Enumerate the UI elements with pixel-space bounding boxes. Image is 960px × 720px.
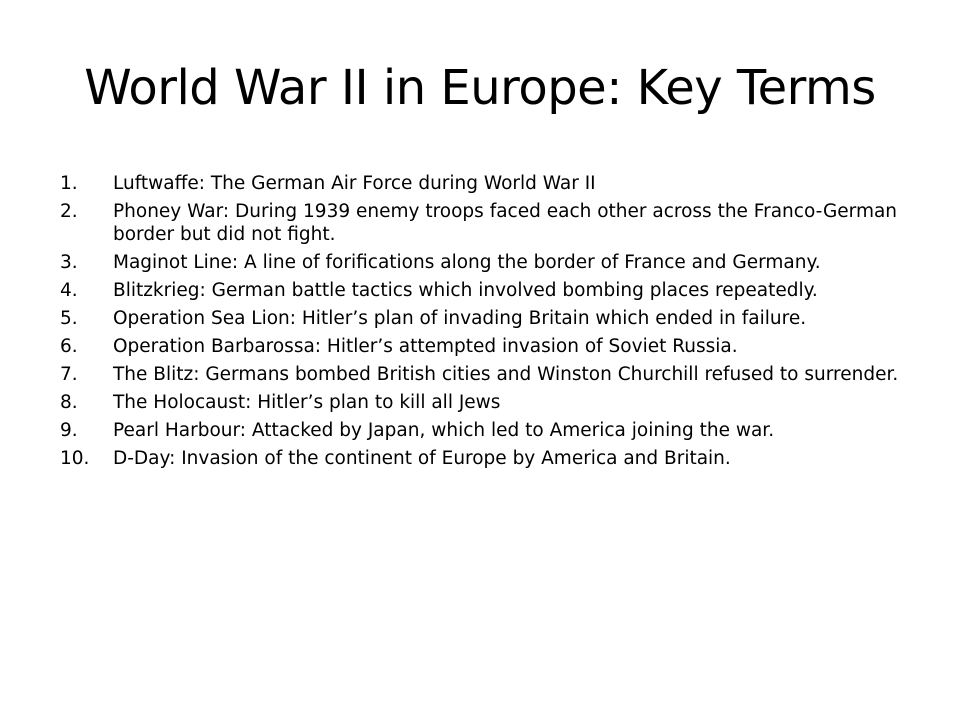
list-item	[60, 251, 910, 274]
item-number: 7.	[60, 364, 78, 385]
list-item	[60, 200, 910, 246]
item-text: Operation Sea Lion: Hitler’s plan of invading Britain which ended in failure.	[113, 308, 807, 329]
item-text: Maginot Line: A line of forifications along the border of France and Germany.	[113, 252, 821, 273]
list-item	[60, 335, 910, 358]
slide-title: World War II in Europe: Key Terms	[84, 60, 876, 116]
list-item	[60, 391, 910, 414]
item-number: 6.	[60, 336, 78, 357]
item-text: Blitzkrieg: German battle tactics which involved bombing places repeatedly.	[113, 280, 818, 301]
list-item	[60, 172, 910, 195]
item-number: 4.	[60, 280, 78, 301]
item-number: 2.	[60, 201, 78, 222]
item-text: Pearl Harbour: Attacked by Japan, which led to America joining the war.	[113, 420, 775, 441]
item-text: The Blitz: Germans bombed British cities and Winston Churchill refused to surrender.	[113, 364, 899, 385]
list-item	[60, 447, 910, 470]
item-text: The Holocaust: Hitler’s plan to kill all Jews	[113, 392, 501, 413]
item-number: 5.	[60, 308, 78, 329]
key-terms-list	[60, 172, 910, 475]
list-item	[60, 363, 910, 386]
item-text: Phoney War: During 1939 enemy troops faced each other across the Franco-German border but did not fight.	[113, 201, 898, 245]
item-number: 10.	[60, 448, 90, 469]
item-text: D-Day: Invasion of the continent of Europe by America and Britain.	[113, 448, 731, 469]
item-number: 9.	[60, 420, 78, 441]
list-item	[60, 419, 910, 442]
item-number: 8.	[60, 392, 78, 413]
item-number: 3.	[60, 252, 78, 273]
list-item	[60, 279, 910, 302]
item-number: 1.	[60, 173, 78, 194]
item-text: Luftwaffe: The German Air Force during World War II	[113, 173, 596, 194]
item-text: Operation Barbarossa: Hitler’s attempted invasion of Soviet Russia.	[113, 336, 738, 357]
list-item	[60, 307, 910, 330]
